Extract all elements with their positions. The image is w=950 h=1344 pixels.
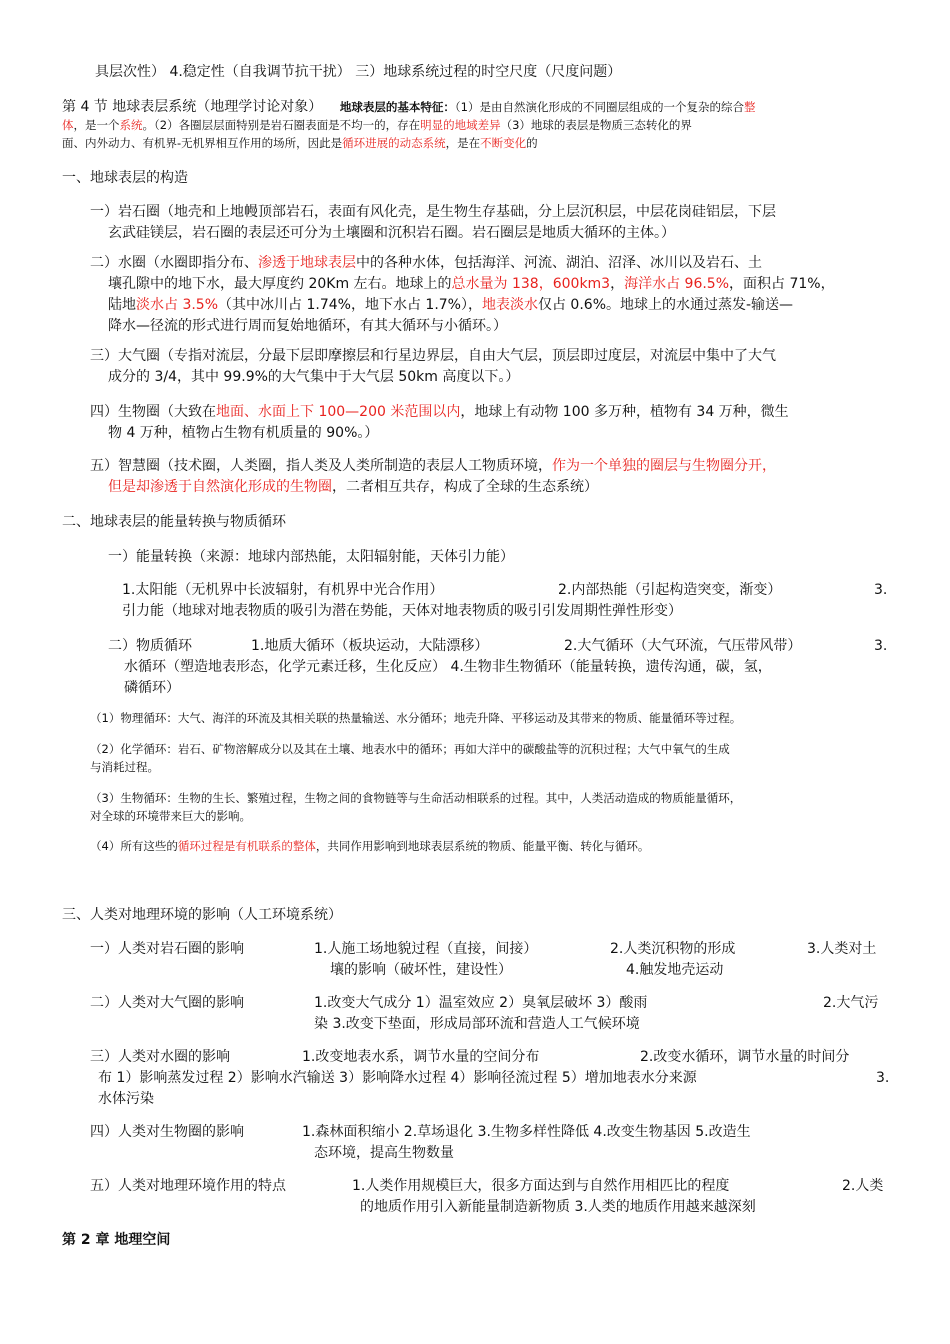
impact-item: 3.人类对土 bbox=[807, 941, 877, 957]
note-line: 与消耗过程。 bbox=[90, 760, 159, 774]
paragraph-line: 降水—径流的形式进行周而复始地循环，有其大循环与小循环。） bbox=[108, 318, 507, 334]
impact-item: 2.人类沉积物的形成 bbox=[610, 941, 736, 957]
highlight-text: 循环过程是有机联系的整体 bbox=[177, 839, 316, 853]
impact-item: 2.大气污 bbox=[823, 995, 879, 1011]
impact-item: 2.人类 bbox=[842, 1178, 884, 1194]
paragraph-text: ， bbox=[610, 276, 625, 292]
matter-item: 1.地质大循环（板块运动，大陆漂移） bbox=[251, 638, 489, 654]
note-line: （3）生物循环：生物的生长、繁殖过程，生物之间的食物链等与生命活动相联系的过程。其中，人类活动造成的物质能量循环， bbox=[90, 791, 742, 805]
highlight-text: 渗透于地球表层 bbox=[258, 255, 356, 271]
features-text: （1）是由自然演化形成的不同圈层组成的一个复杂的综合 bbox=[454, 100, 744, 114]
human-atmosphere bbox=[90, 993, 890, 1035]
energy-item: 引力能（地球对地表物质的吸引为潜在势能，天体对地表物质的吸引引发周期性弹性形变） bbox=[122, 603, 682, 619]
note-text: （4）所有这些的 bbox=[90, 839, 178, 853]
energy-item: 1.太阳能（无机界中长波辐射，有机界中光合作用） bbox=[122, 582, 444, 598]
top-line: 具层次性） 4.稳定性（自我调节抗干扰） 三）地球系统过程的时空尺度（尺度问题） bbox=[95, 64, 622, 80]
matter-item: 3. bbox=[874, 638, 888, 654]
atmosphere-paragraph bbox=[90, 346, 776, 388]
highlight-text: 地面、水面上下 100—200 米范围以内 bbox=[216, 404, 461, 420]
section-4-block bbox=[62, 98, 892, 152]
matter-heading: 二）物质循环 bbox=[108, 638, 192, 654]
impact-item: 态环境，提高生物数量 bbox=[314, 1145, 454, 1161]
impact-item: 4.触发地壳运动 bbox=[626, 962, 724, 978]
hydrosphere-paragraph bbox=[90, 253, 835, 337]
paragraph-line: 三）大气圈（专指对流层，分最下层即摩擦层和行星边界层，自由大气层，顶层即过度层，对流层中集中了大气 bbox=[90, 348, 776, 364]
paragraph-text: ，地球上有动物 100 多万种，植物有 34 万种，微生 bbox=[460, 404, 789, 420]
paragraph-text: ，面积占 71%， bbox=[729, 276, 835, 292]
lithosphere-paragraph bbox=[90, 202, 776, 244]
biosphere-paragraph bbox=[90, 402, 789, 444]
energy-heading: 一）能量转换（来源：地球内部热能，太阳辐射能，天体引力能） bbox=[108, 549, 514, 565]
features-text: ，是一个 bbox=[73, 118, 120, 132]
impact-item: 1.森林面积缩小 2.草场退化 3.生物多样性降低 4.改变生物基因 5.改造生 bbox=[302, 1124, 751, 1140]
impact-item: 1.人施工场地貌过程（直接，间接） bbox=[314, 941, 538, 957]
impact-item: 1.改变地表水系，调节水量的空间分布 bbox=[302, 1049, 540, 1065]
paragraph-text: 壤孔隙中的地下水，最大厚度约 20Km 左右。地球上的 bbox=[108, 276, 452, 292]
matter-item: 磷循环） bbox=[124, 680, 180, 696]
impact-heading: 三）人类对水圈的影响 bbox=[90, 1049, 230, 1065]
highlight-text: 淡水占 3.5% bbox=[136, 297, 219, 313]
part1-heading: 一、地球表层的构造 bbox=[62, 170, 188, 186]
features-text: 。（2）各圈层层面特别是岩石圈表面是不均一的，存在 bbox=[142, 118, 421, 132]
paragraph-line: 玄武硅镁层，岩石圈的表层还可分为土壤圈和沉积岩石圈。岩石圈层是地质大循环的主体。） bbox=[108, 225, 675, 241]
impact-item: 1.改变大气成分 1）温室效应 2）臭氧层破坏 3）酸雨 bbox=[314, 995, 648, 1011]
highlight-text: 作为一个单独的圈层与生物圈分开， bbox=[552, 458, 776, 474]
highlight-text: 循环进展的动态系统 bbox=[342, 136, 446, 150]
note-3 bbox=[90, 789, 741, 825]
features-text: （3）地球的表层是物质三态转化的界 bbox=[500, 118, 692, 132]
highlight-text: 总水量为 138，600km3 bbox=[451, 276, 611, 292]
impact-item: 1.人类作用规模巨大，很多方面达到与自然作用相匹比的程度 bbox=[352, 1178, 730, 1194]
paragraph-text: 中的各种水体，包括海洋、河流、湖泊、沼泽、冰川以及岩石、土 bbox=[356, 255, 762, 271]
highlight-text: 系统 bbox=[119, 118, 143, 132]
paragraph-line: 物 4 万种，植物占生物有机质量的 90%。） bbox=[108, 425, 379, 441]
impact-heading: 二）人类对大气圈的影响 bbox=[90, 995, 244, 1011]
matter-item: 水循环（塑造地表形态，化学元素迁移，生化反应） 4.生物非生物循环（能量转换，遗传沟通，碳，氢， bbox=[124, 659, 772, 675]
paragraph-text: ，二者相互共存，构成了全球的生态系统） bbox=[332, 479, 598, 495]
features-text: ，是在 bbox=[445, 136, 481, 150]
paragraph-text: 二）水圈（水圈即指分布、 bbox=[90, 255, 258, 271]
highlight-text: 体 bbox=[62, 118, 74, 132]
features-text: 的 bbox=[526, 136, 538, 150]
impact-item: 水体污染 bbox=[98, 1091, 154, 1107]
note-1 bbox=[90, 709, 741, 727]
impact-item: 2.改变水循环，调节水量的时间分 bbox=[640, 1049, 850, 1065]
impact-heading: 四）人类对生物圈的影响 bbox=[90, 1124, 244, 1140]
paragraph-text: 四）生物圈（大致在 bbox=[90, 404, 216, 420]
note-line: 对全球的环境带来巨大的影响。 bbox=[90, 809, 251, 823]
impact-item: 染 3.改变下垫面，形成局部环流和营造人工气候环境 bbox=[314, 1016, 640, 1032]
note-line: （1）物理循环：大气、海洋的环流及其相关联的热量输送、水分循环；地壳升降、平移运动及其带来的物质、能量循环等过程。 bbox=[90, 711, 742, 725]
energy-list bbox=[122, 580, 890, 622]
paragraph-text: 仅占 0.6%。地球上的水通过蒸发-输送— bbox=[537, 297, 794, 313]
highlight-text: 但是却渗透于自然演化形成的生物圈 bbox=[108, 479, 332, 495]
highlight-text: 明显的地域差异 bbox=[420, 118, 501, 132]
features-label: 地球表层的基本特征： bbox=[339, 100, 455, 114]
paragraph-line: 一）岩石圈（地壳和上地幔顶部岩石，表面有风化壳，是生物生存基础，分上层沉积层，中层花岗硅铝层，下层 bbox=[90, 204, 776, 220]
highlight-text: 海洋水占 96.5% bbox=[624, 276, 730, 292]
human-lithosphere bbox=[90, 939, 890, 981]
highlight-text: 整 bbox=[744, 100, 756, 114]
note-2 bbox=[90, 740, 730, 776]
impact-item: 3. bbox=[876, 1070, 890, 1086]
note-line: （2）化学循环：岩石、矿物溶解成分以及其在土壤、地表水中的循环；再如大洋中的碳酸盐等的沉积过程；大气中氧气的生成 bbox=[90, 742, 730, 756]
energy-item: 2.内部热能（引起构造突变，渐变） bbox=[558, 582, 782, 598]
note-text: ，共同作用影响到地球表层系统的物质、能量平衡、转化与循环。 bbox=[315, 839, 650, 853]
part3-heading: 三、人类对地理环境的影响（人工环境系统） bbox=[62, 907, 342, 923]
paragraph-text: 陆地 bbox=[108, 297, 136, 313]
noosphere-paragraph bbox=[90, 456, 776, 498]
features-text: 面、内外动力、有机界-无机界相互作用的场所，因此是 bbox=[62, 136, 343, 150]
highlight-text: 地表淡水 bbox=[481, 297, 538, 313]
paragraph-text: （其中冰川占 1.74%，地下水占 1.7%）， bbox=[218, 297, 482, 313]
matter-item: 2.大气循环（大气环流，气压带风带） bbox=[564, 638, 802, 654]
human-biosphere bbox=[90, 1122, 890, 1164]
energy-item: 3. bbox=[874, 582, 888, 598]
note-4 bbox=[90, 837, 649, 855]
matter-cycle-list bbox=[108, 636, 890, 699]
section-4-title: 第 4 节 地球表层系统（地理学讨论对象） bbox=[62, 99, 323, 115]
impact-item: 的地质作用引入新能量制造新物质 3.人类的地质作用越来越深刻 bbox=[360, 1199, 756, 1215]
impact-heading: 一）人类对岩石圈的影响 bbox=[90, 941, 244, 957]
paragraph-line: 成分的 3/4，其中 99.9%的大气集中于大气层 50km 高度以下。） bbox=[108, 369, 520, 385]
chapter-2-heading: 第 2 章 地理空间 bbox=[62, 1232, 171, 1248]
impact-heading: 五）人类对地理环境作用的特点 bbox=[90, 1178, 286, 1194]
impact-item: 壤的影响（破坏性，建设性） bbox=[330, 962, 512, 978]
human-impact-traits bbox=[90, 1176, 890, 1218]
human-hydrosphere bbox=[90, 1047, 890, 1110]
paragraph-text: 五）智慧圈（技术圈，人类圈，指人类及人类所制造的表层人工物质环境， bbox=[90, 458, 552, 474]
part2-heading: 二、地球表层的能量转换与物质循环 bbox=[62, 514, 286, 530]
highlight-text: 不断变化 bbox=[480, 136, 527, 150]
impact-item: 布 1）影响蒸发过程 2）影响水汽输送 3）影响降水过程 4）影响径流过程 5）增加地表水分来源 bbox=[98, 1070, 697, 1086]
